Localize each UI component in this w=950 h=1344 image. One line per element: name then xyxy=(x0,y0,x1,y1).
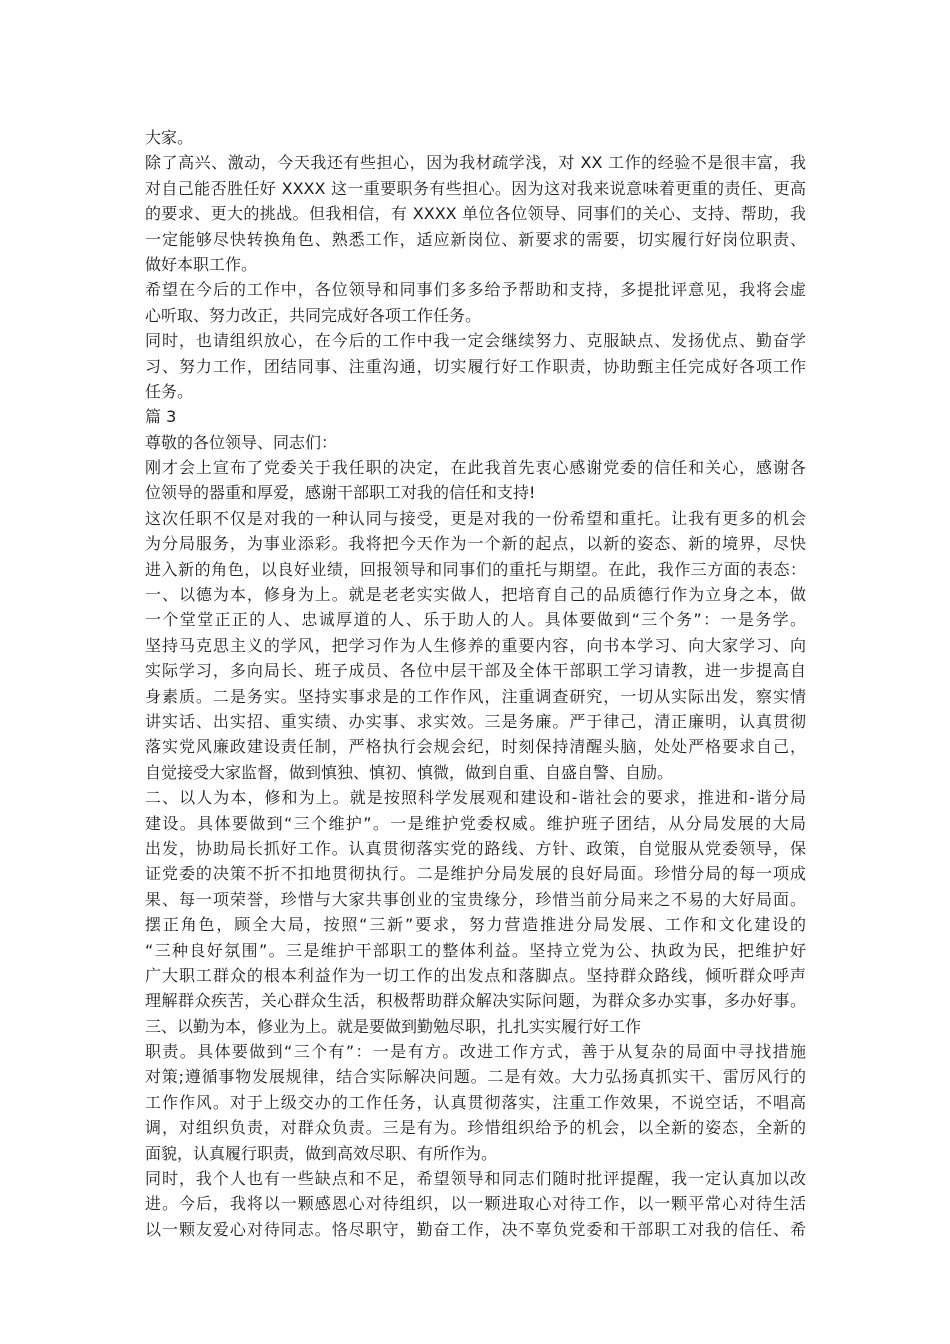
text-line: 一定能够尽快转换角色、熟悉工作，适应新岗位、新要求的需要，切实履行好岗位职责、 xyxy=(145,229,806,249)
text-line: 刚才会上宣布了党委关于我任职的决定，在此我首先衷心感谢党委的信任和关心，感谢各 xyxy=(145,458,806,478)
text-line: 以一颗友爱心对待同志。恪尽职守，勤奋工作，决不辜负党委和干部职工对我的信任、希 xyxy=(145,1219,806,1239)
text-line: 建设。具体要做到“三个维护”。一是维护党委权威。维护班子团结，从分局发展的大局 xyxy=(145,813,806,833)
text-line: 三、以勤为本，修业为上。就是要做到勤勉尽职，扎扎实实履行好工作 xyxy=(145,1016,642,1036)
text-line: 面貌，认真履行职责，做到高效尽职、有所作为。 xyxy=(145,1143,498,1163)
text-line: 讲实话、出实招、重实绩、办实事、求实效。三是务廉。严于律己，清正廉明，认真贯彻 xyxy=(145,711,806,731)
text-line: “三种良好氛围”。三是维护干部职工的整体利益。坚持立党为公、执政为民，把维护好 xyxy=(145,940,806,960)
text-line: 做好本职工作。 xyxy=(145,254,258,274)
text-line: 同时，也请组织放心，在今后的工作中我一定会继续努力、克服缺点、发扬优点、勤奋学 xyxy=(145,331,806,351)
text-line: 除了高兴、激动，今天我还有些担心，因为我材疏学浅，对 XX 工作的经验不是很丰富，我 xyxy=(145,153,806,173)
text-line: 尊敬的各位领导、同志们： xyxy=(145,432,338,452)
text-line: 为分局服务，为事业添彩。我将把今天作为一个新的起点，以新的姿态、新的境界，尽快 xyxy=(145,534,806,554)
text-line: 二、以人为本，修和为上。就是按照科学发展观和建设和-谐社会的要求，推进和-谐分局 xyxy=(145,788,806,808)
text-line: 一、以德为本，修身为上。就是老老实实做人，把培育自己的品质德行作为立身之本，做 xyxy=(145,585,806,605)
text-line: 广大职工群众的根本利益作为一切工作的出发点和落脚点。坚持群众路线，倾听群众呼声 xyxy=(145,965,806,985)
document-body xyxy=(145,125,806,1242)
text-line: 身素质。二是务实。坚持实事求是的工作作风，注重调查研究，一切从实际出发，察实情 xyxy=(145,686,806,706)
text-line: 坚持马克思主义的学风，把学习作为人生修养的重要内容，向书本学习、向大家学习、向 xyxy=(145,635,806,655)
text-line: 对自己能否胜任好 XXXX 这一重要职务有些担心。因为这对我来说意味着更重的责任、更高 xyxy=(145,178,806,198)
text-line: 进。今后，我将以一颗感恩心对待组织，以一颗进取心对待工作，以一颗平常心对待生活 xyxy=(145,1194,806,1214)
text-line: 这次任职不仅是对我的一种认同与接受，更是对我的一份希望和重托。让我有更多的机会 xyxy=(145,508,806,528)
text-line: 自觉接受大家监督，做到慎独、慎初、慎微，做到自重、自盛自警、自励。 xyxy=(145,762,674,782)
text-line: 一个堂堂正正的人、忠诚厚道的人、乐于助人的人。具体要做到“三个务”：一是务学。 xyxy=(145,610,806,630)
text-line: 落实党风廉政建设责任制，严格执行会规会纪，时刻保持清醒头脑，处处严格要求自己， xyxy=(145,737,806,757)
text-line: 证党委的决策不折不扣地贯彻执行。二是维护分局发展的良好局面。珍惜分局的每一项成 xyxy=(145,864,806,884)
text-line: 果、每一项荣誉，珍惜与大家共事创业的宝贵缘分，珍惜当前分局来之不易的大好局面。 xyxy=(145,889,806,909)
text-line: 心听取、努力改正，共同完成好各项工作任务。 xyxy=(145,305,482,325)
text-line: 的要求、更大的挑战。但我相信，有 XXXX 单位各位领导、同事们的关心、支持、帮助，我 xyxy=(145,204,806,224)
text-line: 理解群众疾苦，关心群众生活，积极帮助群众解决实际问题，为群众多办实事，多办好事。 xyxy=(145,991,806,1011)
text-line: 希望在今后的工作中，各位领导和同事们多多给予帮助和支持，多提批评意见，我将会虚 xyxy=(145,280,806,300)
text-line: 位领导的器重和厚爱，感谢干部职工对我的信任和支持! xyxy=(145,483,536,503)
text-line: 同时，我个人也有一些缺点和不足，希望领导和同志们随时批评提醒，我一定认真加以改 xyxy=(145,1169,806,1189)
section-heading: 篇 3 xyxy=(145,407,177,427)
text-line: 工作作风。对于上级交办的工作任务，认真贯彻落实，注重工作效果，不说空话，不唱高 xyxy=(145,1092,806,1112)
text-line: 出发，协助局长抓好工作。认真贯彻落实党的路线、方针、政策，自觉服从党委领导，保 xyxy=(145,838,806,858)
text-line: 职责。具体要做到“三个有”：一是有方。改进工作方式，善于从复杂的局面中寻找措施 xyxy=(145,1042,806,1062)
text-line: 实际学习，多向局长、班子成员、各位中层干部及全体干部职工学习请教，进一步提高自 xyxy=(145,661,806,681)
text-line: 摆正角色，顾全大局，按照“三新”要求，努力营造推进分局发展、工作和文化建设的 xyxy=(145,915,806,935)
text-line: 对策;遵循事物发展规律，结合实际解决问题。二是有效。大力弘扬真抓实干、雷厉风行的 xyxy=(145,1067,806,1087)
text-line: 任务。 xyxy=(145,381,194,401)
text-line: 进入新的角色，以良好业绩，回报领导和同事们的重托与期望。在此，我作三方面的表态： xyxy=(145,559,806,579)
text-line: 习、努力工作，团结同事、注重沟通，切实履行好工作职责，协助甄主任完成好各项工作 xyxy=(145,356,806,376)
text-line: 大家。 xyxy=(145,128,194,147)
text-line: 调，对组织负责，对群众负责。三是有为。珍惜组织给予的机会，以全新的姿态，全新的 xyxy=(145,1118,806,1138)
